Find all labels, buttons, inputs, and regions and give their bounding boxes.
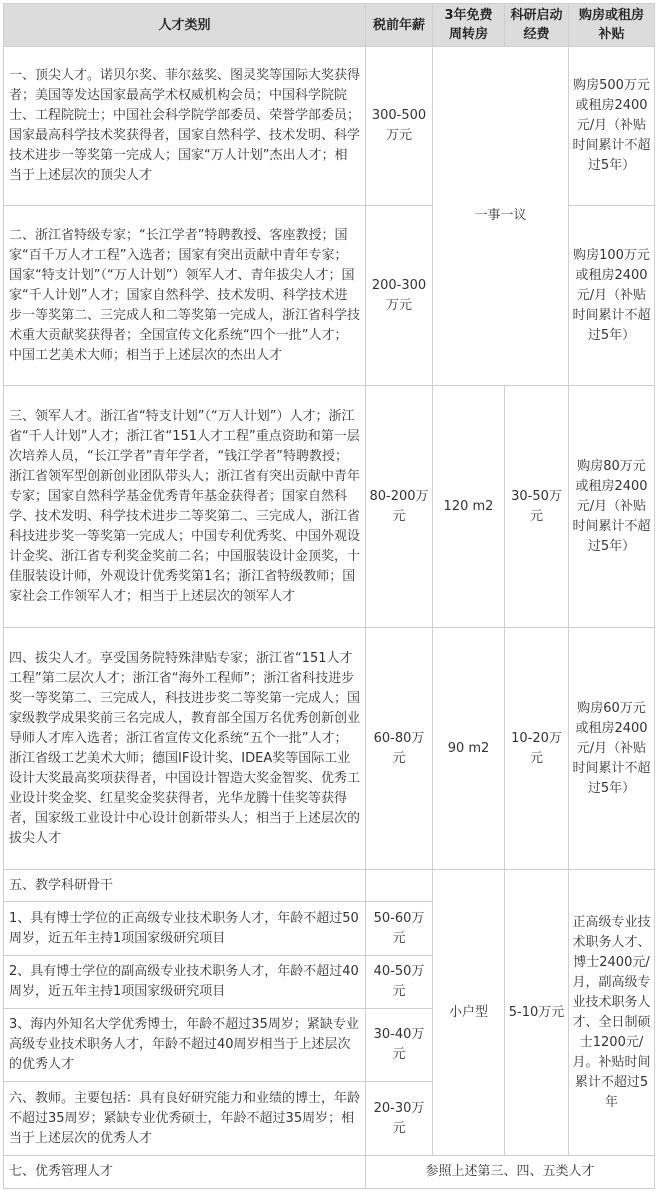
category-cell: 七、优秀管理人才 <box>4 1156 366 1189</box>
funding-shared-cell: 5-10万元 <box>505 870 569 1156</box>
housing-shared-cell: 小户型 <box>433 870 505 1156</box>
table-row <box>4 47 655 206</box>
section-title-row <box>4 870 655 902</box>
table-row <box>4 386 655 628</box>
category-cell: 二、浙江省特级专家；“长江学者”特聘教授、客座教授；国家“百千万人才工程”入选者；国家有突出贡献中青年专家；国家“特支计划”（“万人计划”）领军人才、青年拔尖人才；国家“千人计划”人才；国家自然科学、技术发明、科学技术进步一等奖第二、三完成人和二等奖第一完成人，浙江省科学技术重大贡献奖获得者；全国宣传文化系统“四个一批”人才；中国工艺美术大师；相当于上述层次的杰出人才 <box>4 206 366 386</box>
empty-salary-cell <box>366 870 433 902</box>
category-cell: 一、顶尖人才。诺贝尔奖、菲尔兹奖、图灵奖等国际大奖获得者；美国等发达国家最高学术权威机构会员；中国科学院院士、工程院院士；中国社会科学院学部委员、荣誉学部委员；国家最高科学技术奖获得者，国家自然科学、技术发明、科学技术进步一等奖第一完成人；国家“万人计划”杰出人才；相当于上述层次的顶尖人才 <box>4 47 366 206</box>
subsidy-cell: 购房60万元或租房2400元/月（补贴时间累计不超过5年） <box>569 628 655 870</box>
funding-cell: 10-20万元 <box>505 628 569 870</box>
salary-cell: 50-60万元 <box>366 902 433 956</box>
salary-cell: 300-500万元 <box>366 47 433 206</box>
talent-policy-table <box>3 3 655 1189</box>
section-title-cell: 五、教学科研骨干 <box>4 870 366 902</box>
salary-cell: 60-80万元 <box>366 628 433 870</box>
header-funding: 科研启动经费 <box>505 4 569 47</box>
salary-cell: 80-200万元 <box>366 386 433 628</box>
table-row <box>4 628 655 870</box>
table-row <box>4 1156 655 1189</box>
category-cell: 四、拔尖人才。享受国务院特殊津贴专家；浙江省“151人才工程”第二层次人才；浙江省“海外工程师”；浙江省科技进步奖一等奖第二、三完成人，科技进步奖二等奖第一完成人；国家级教学成果奖前三名完成人，教育部全国万名优秀创新创业导师人才库入选者；浙江省宣传文化系统“五个一批”人才；浙江省级工艺美术大师；德国IF设计奖、IDEA奖等国际工业设计大奖最高奖项获得者，中国设计智造大奖金智奖、优秀工业设计奖金奖、红星奖金奖获得者，光华龙腾十佳奖等获得者，国家级工业设计中心设计创新带头人；相当于上述层次的拔尖人才 <box>4 628 366 870</box>
salary-cell: 200-300万元 <box>366 206 433 386</box>
salary-cell: 40-50万元 <box>366 956 433 1009</box>
subsidy-cell: 购房500万元或租房2400元/月（补贴时间累计不超过5年） <box>569 47 655 206</box>
category-cell: 三、领军人才。浙江省“特支计划”（“万人计划”）人才；浙江省“千人计划”人才；浙江省“151人才工程”重点资助和第一层次培养人员，“长江学者”青年学者，“钱江学者”特聘教授；浙江省领军型创新创业团队带头人；浙江省有突出贡献中青年专家；国家自然科学基金优秀青年基金获得者；国家自然科学、技术发明、科学技术进步二等奖第二、三完成人，浙江省科技进步奖一等奖第一完成人；中国专利优秀奖、中国外观设计金奖、浙江省专利奖金奖前二名；中国服装设计金顶奖，十佳服装设计师，外观设计优秀奖第1名；浙江省特级教师；国家社会工作领军人才；相当于上述层次的领军人才 <box>4 386 366 628</box>
subsidy-cell: 购房100万元或租房2400元/月（补贴时间累计不超过5年） <box>569 206 655 386</box>
funding-cell: 30-50万元 <box>505 386 569 628</box>
header-salary: 税前年薪 <box>366 4 433 47</box>
housing-cell: 120 m2 <box>433 386 505 628</box>
subsidy-cell: 购房80万元或租房2400元/月（补贴时间累计不超过5年） <box>569 386 655 628</box>
category-cell: 1、具有博士学位的正高级专业技术职务人才，年龄不超过50周岁，近五年主持1项国家级研究项目 <box>4 902 366 956</box>
housing-funding-shared-cell: 一事一议 <box>433 47 569 386</box>
category-cell: 六、教师。主要包括：具有良好研究能力和业绩的博士，年龄不超过35周岁；紧缺专业优秀硕士，年龄不超过35周岁；相当于上述层次的优秀人才 <box>4 1082 366 1156</box>
salary-cell: 20-30万元 <box>366 1082 433 1156</box>
category-cell: 3、海内外知名大学优秀博士，年龄不超过35周岁；紧缺专业高级专业技术职务人才，年龄不超过40周岁相当于上述层次的优秀人才 <box>4 1009 366 1082</box>
header-housing: 3年免费周转房 <box>433 4 505 47</box>
header-subsidy: 购房或租房补贴 <box>569 4 655 47</box>
header-category: 人才类别 <box>4 4 366 47</box>
reference-note-cell: 参照上述第三、四、五类人才 <box>366 1156 655 1189</box>
salary-cell: 30-40万元 <box>366 1009 433 1082</box>
table-header-row <box>4 4 655 47</box>
subsidy-shared-cell: 正高级专业技术职务人才、博士2400元/月，副高级专业技术职务人才、全日制硕士1200元/月。补贴时间累计不超过5年 <box>569 870 655 1156</box>
housing-cell: 90 m2 <box>433 628 505 870</box>
category-cell: 2、具有博士学位的副高级专业技术职务人才，年龄不超过40周岁，近五年主持1项国家级研究项目 <box>4 956 366 1009</box>
